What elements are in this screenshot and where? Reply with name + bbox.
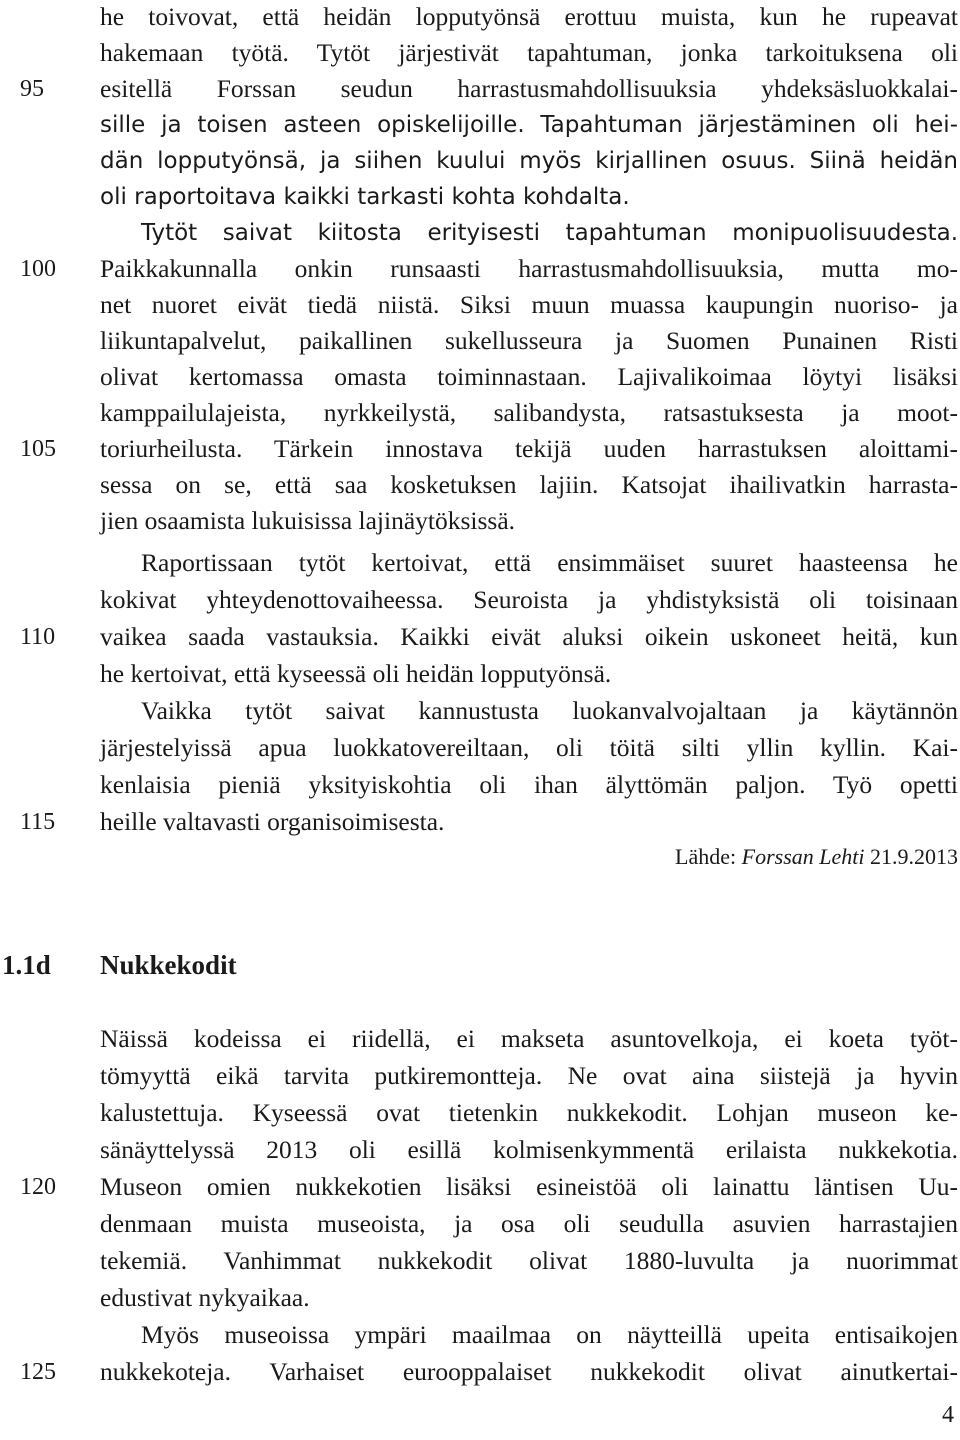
source-publication: Forssan Lehti: [741, 844, 865, 869]
text-line: Näissä kodeissa ei riidellä, ei makseta asuntovelkoja, ei koeta työt-: [100, 1024, 958, 1053]
text-line: nukkekoteja. Varhaiset eurooppalaiset nukkekodit olivat ainutkertai-: [100, 1357, 958, 1386]
text-line: kokivat yhteydenottovaiheessa. Seuroista ja yhdistyksistä oli toisinaan: [100, 585, 958, 614]
text-line: hakemaan työtä. Tytöt järjestivät tapahtuman, jonka tarkoituksena oli: [100, 38, 958, 67]
text-line: järjestelyissä apua luokkatovereiltaan, oli töitä silti yllin kyllin. Kai-: [100, 733, 958, 762]
text-line: Tytöt saivat kiitosta erityisesti tapahtuman monipuolisuudesta.: [141, 220, 958, 246]
line-number: 125: [20, 1359, 56, 1385]
text-line: kalustettuja. Kyseessä ovat tietenkin nukkekodit. Lohjan museon ke-: [100, 1098, 958, 1127]
text-line: heille valtavasti organisoimisesta.: [100, 807, 445, 836]
text-line: sille ja toisen asteen opiskelijoille. Tapahtuman järjestäminen oli hei-: [100, 112, 958, 138]
section-title: Nukkekodit: [100, 950, 237, 980]
line-number: 100: [20, 256, 56, 282]
text-line: jien osaamista lukuisissa lajinäytöksissä.: [100, 506, 516, 535]
text-line: tömyyttä eikä tarvita putkiremontteja. Ne ovat aina siistejä ja hyvin: [100, 1061, 958, 1090]
text-line: net nuoret eivät tiedä niistä. Siksi muun muassa kaupungin nuoriso- ja: [100, 290, 958, 319]
line-number: 95: [20, 76, 44, 102]
text-line: kamppailulajeista, nyrkkeilystä, salibandysta, ratsastuksesta ja moot-: [100, 398, 958, 427]
text-line: Myös museoissa ympäri maailmaa on näytteillä upeita entisaikojen: [141, 1320, 958, 1349]
text-line: Vaikka tytöt saivat kannustusta luokanvalvojaltaan ja käytännön: [141, 696, 958, 725]
text-line: Museon omien nukkekotien lisäksi esineistöä oli lainattu läntisen Uu-: [100, 1172, 958, 1201]
section-number: 1.1d: [2, 950, 51, 980]
text-line: oli raportoitava kaikki tarkasti kohta kohdalta.: [100, 184, 630, 210]
text-line: denmaan muista museoista, ja osa oli seudulla asuvien harrastajien: [100, 1209, 958, 1238]
text-line: sessa on se, että saa kosketuksen lajiin. Katsojat ihailivatkin harrasta-: [100, 470, 958, 499]
text-line: Raportissaan tytöt kertoivat, että ensimmäiset suuret haasteensa he: [141, 548, 958, 577]
line-number: 105: [20, 436, 56, 462]
text-line: he toivovat, että heidän lopputyönsä erottuu muista, kun he rupeavat: [100, 2, 958, 31]
source-prefix: Lähde:: [675, 844, 742, 869]
page-number: 4: [942, 1402, 954, 1428]
line-number: 110: [20, 624, 56, 650]
text-line: tekemiä. Vanhimmat nukkekodit olivat 1880-luvulta ja nuorimmat: [100, 1246, 958, 1275]
text-line: toriurheilusta. Tärkein innostava tekijä uuden harrastuksen aloittami-: [100, 434, 958, 463]
text-line: esitellä Forssan seudun harrastusmahdollisuuksia yhdeksäsluokkalai-: [100, 74, 958, 103]
text-line: he kertoivat, että kyseessä oli heidän lopputyönsä.: [100, 659, 612, 688]
source-citation: [675, 840, 958, 874]
text-line: dän lopputyönsä, ja siihen kuului myös kirjallinen osuus. Siinä heidän: [100, 148, 958, 174]
line-number: 115: [20, 809, 56, 835]
text-line: vaikea saada vastauksia. Kaikki eivät aluksi oikein uskoneet heitä, kun: [100, 622, 958, 651]
source-date: 21.9.2013: [864, 844, 958, 869]
text-line: Paikkakunnalla onkin runsaasti harrastusmahdollisuuksia, mutta mo-: [100, 254, 958, 283]
text-line: liikuntapalvelut, paikallinen sukellusseura ja Suomen Punainen Risti: [100, 326, 958, 355]
text-line: kenlaisia pieniä yksityiskohtia oli ihan älyttömän paljon. Työ opetti: [100, 770, 958, 799]
text-line: edustivat nykyaikaa.: [100, 1283, 310, 1312]
text-line: sänäyttelyssä 2013 oli esillä kolmisenkymmentä erilaista nukkekotia.: [100, 1135, 958, 1164]
line-number: 120: [20, 1174, 56, 1200]
text-line: olivat kertomassa omasta toiminnastaan. Lajivalikoimaa löytyi lisäksi: [100, 362, 958, 391]
